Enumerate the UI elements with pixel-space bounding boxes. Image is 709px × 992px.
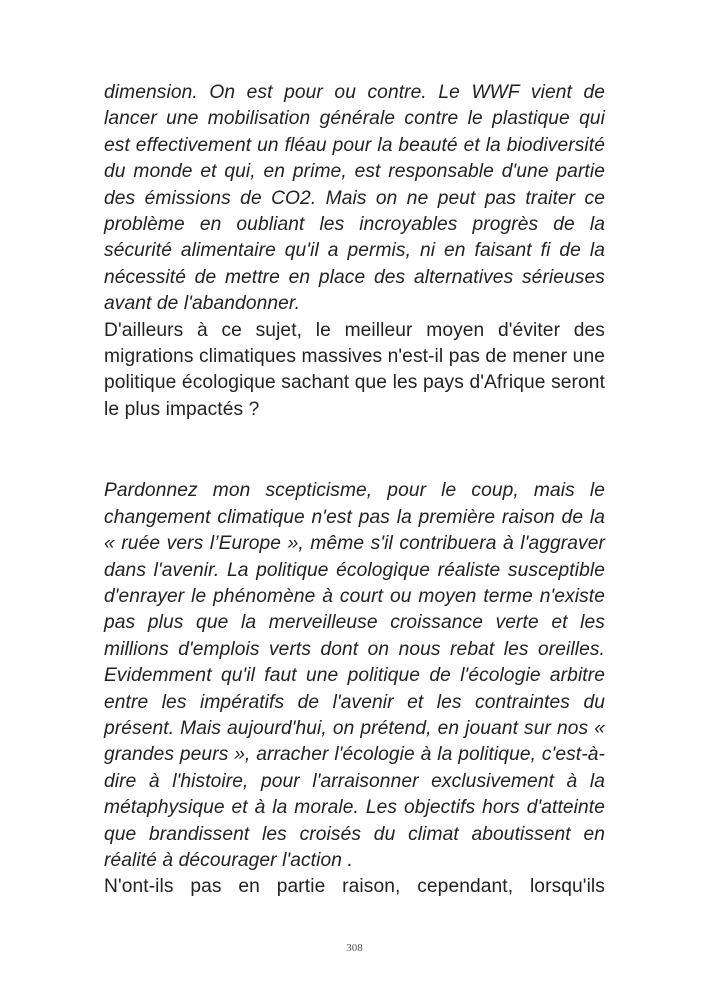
page-number: 308	[346, 942, 363, 954]
question-paragraph-continuing: N'ont-ils pas en partie raison, cependant, lorsqu'ils	[104, 876, 605, 898]
page-body	[104, 80, 605, 901]
answer-paragraph-continued: dimension. On est pour ou contre. Le WWF vient de lancer une mobilisation générale contre le plastique qui est effectivement un fléau pour la beauté et la biodiversité du monde et qui, en prime, est responsable d'une partie des émissions de CO2. Mais on ne peut pas traiter ce problème en oubliant les incroyables progrès de la sécurité alimentaire qu'il a permis, ni en faisant fi de la nécessité de mettre en place des alternatives sérieuses avant de l'abandonner.	[104, 82, 605, 315]
paragraph-spacer	[104, 423, 605, 478]
answer-paragraph: Pardonnez mon scepticisme, pour le coup, mais le changement climatique n'est pas la première raison de la « ruée vers l’Europe », même s'il contribuera à l'aggraver dans l'avenir. La politique écologique réaliste susceptible d'enrayer le phénomène à court ou moyen terme n'existe pas plus que la merveilleuse croissance verte et les millions d'emplois verts dont on nous rebat les oreilles. Evidemment qu'il faut une politique de l'écologie arbitre entre les impératifs de l'avenir et les contraintes du présent. Mais aujourd'hui, on prétend, en jouant sur nos « grandes peurs », arracher l'écologie à la politique, c'est-à-dire à l'histoire, pour l'arraisonner exclusivement à la métaphysique et à la morale. Les objectifs hors d'atteinte que brandissent les croisés du climat aboutissent en réalité à décourager l'action .	[104, 480, 605, 871]
question-paragraph: D'ailleurs à ce sujet, le meilleur moyen d'éviter des migrations climatiques massives n'est-il pas de mener une politique écologique sachant que les pays d'Afrique seront le plus impactés ?	[104, 319, 605, 420]
